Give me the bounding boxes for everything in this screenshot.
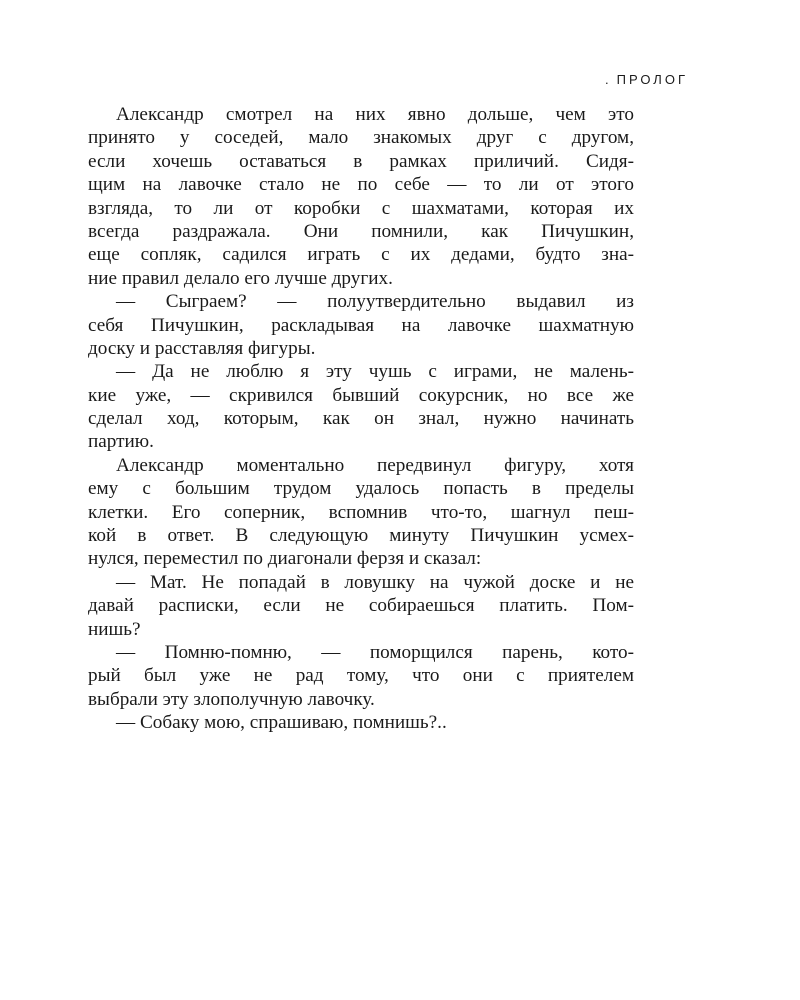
running-head-title: ПРОЛОГ bbox=[616, 72, 688, 87]
text-line: партию. bbox=[88, 431, 154, 453]
text-line: если хочешь оставаться в рамках приличий. Сидя- bbox=[88, 150, 634, 172]
body-text bbox=[88, 103, 634, 735]
text-line: — Собаку мою, спрашиваю, помнишь?.. bbox=[116, 712, 447, 734]
text-line: рый был уже не рад тому, что они с приятелем bbox=[88, 665, 634, 687]
text-line: — Мат. Не попадай в ловушку на чужой доске и не bbox=[116, 571, 634, 593]
text-line: давай расписки, если не собираешься платить. Пом- bbox=[88, 595, 634, 617]
text-line: принято у соседей, мало знакомых друг с другом, bbox=[88, 127, 634, 149]
text-line: — Сыграем? — полуутвердительно выдавил из bbox=[116, 291, 634, 313]
text-line: — Помню-помню, — поморщился парень, кото- bbox=[116, 641, 634, 663]
text-line: кой в ответ. В следующую минуту Пичушкин усмех- bbox=[88, 525, 634, 547]
text-line: еще сопляк, садился играть с их дедами, будто зна- bbox=[88, 244, 634, 266]
text-line: взгляда, то ли от коробки с шахматами, которая их bbox=[88, 197, 634, 219]
text-line: Александр моментально передвинул фигуру, хотя bbox=[116, 454, 634, 476]
text-line: — Да не люблю я эту чушь с играми, не малень- bbox=[116, 361, 634, 383]
text-line: кие уже, — скривился бывший сокурсник, но все же bbox=[88, 384, 634, 406]
text-line: доску и расставляя фигуры. bbox=[88, 337, 316, 359]
text-line: сделал ход, которым, как он знал, нужно начинать bbox=[88, 408, 634, 430]
text-line: выбрали эту злополучную лавочку. bbox=[88, 688, 375, 710]
text-line: нишь? bbox=[88, 618, 141, 640]
text-line: Александр смотрел на них явно дольше, чем это bbox=[116, 104, 634, 125]
text-line: щим на лавочке стало не по себе — то ли от этого bbox=[88, 174, 634, 196]
text-line: ние правил делало его лучше других. bbox=[88, 267, 393, 289]
text-line: всегда раздражала. Они помнили, как Пичушкин, bbox=[88, 220, 634, 242]
text-line: клетки. Его соперник, вспомнив что-то, шагнул пеш- bbox=[88, 501, 634, 523]
text-line: себя Пичушкин, раскладывая на лавочке шахматную bbox=[88, 314, 634, 336]
running-head-marker: . bbox=[604, 72, 609, 87]
text-line: нулся, переместил по диагонали ферзя и сказал: bbox=[88, 548, 482, 570]
running-head bbox=[560, 72, 688, 87]
text-line: ему с большим трудом удалось попасть в пределы bbox=[88, 478, 634, 500]
